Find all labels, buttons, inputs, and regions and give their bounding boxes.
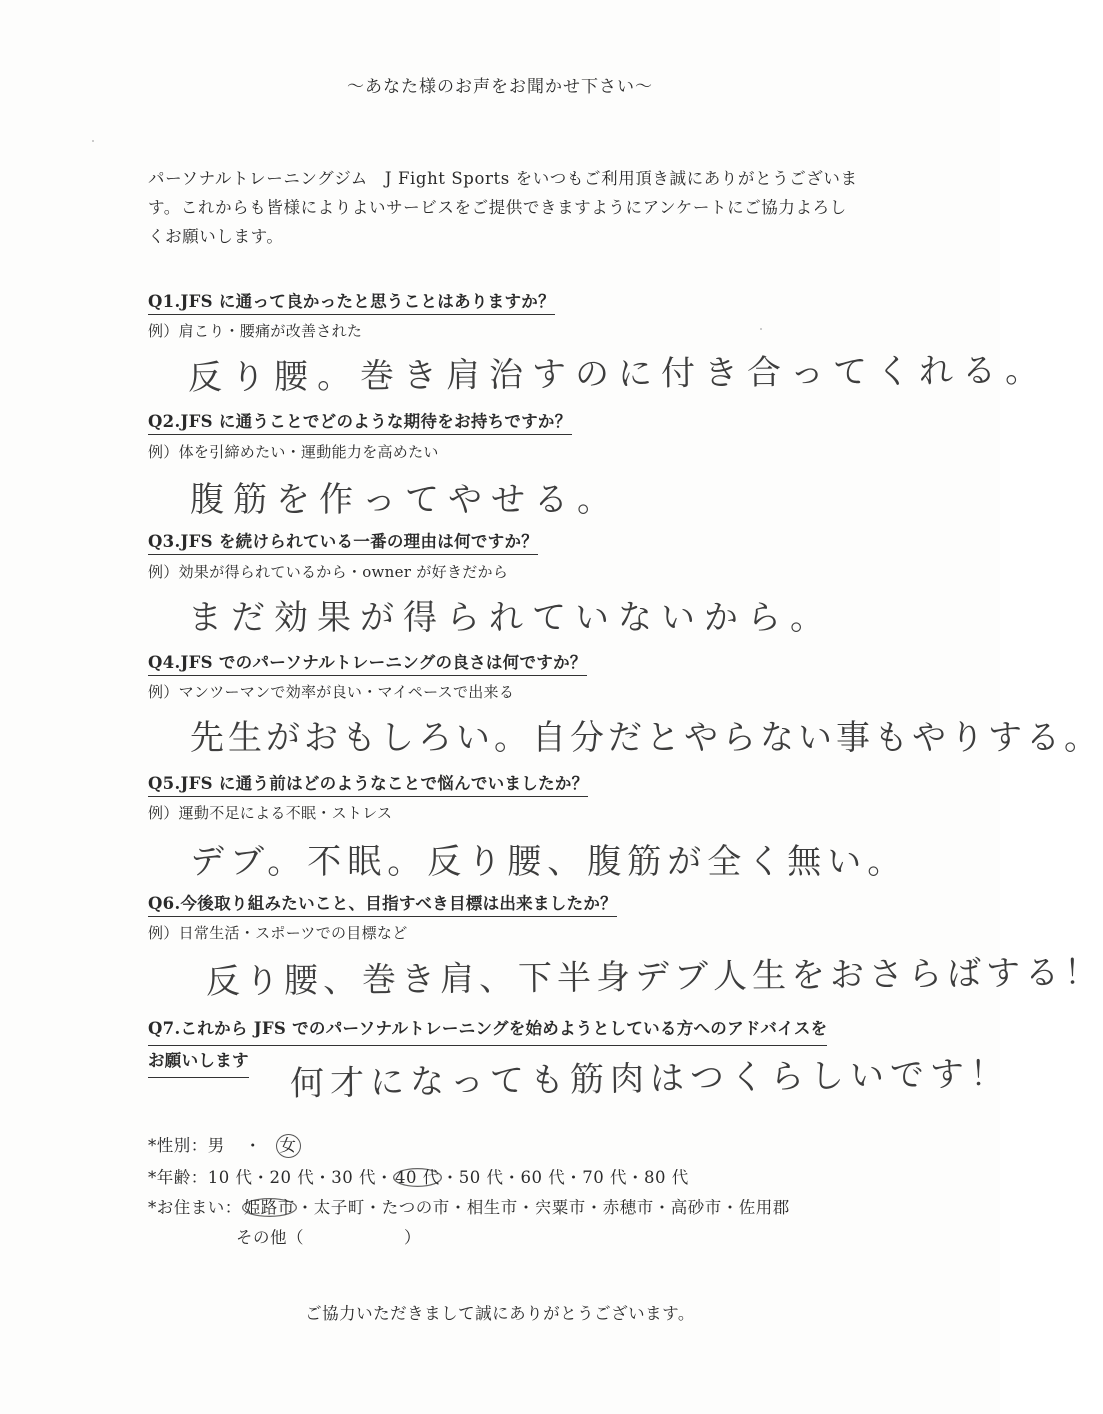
city-option[interactable]: 赤穂市 bbox=[602, 1198, 654, 1217]
answer-3: まだ効果が得られていないから。 bbox=[188, 598, 833, 638]
age-option[interactable]: 50 代 bbox=[458, 1168, 504, 1187]
city-option[interactable]: 佐用郡 bbox=[738, 1198, 790, 1217]
answer-6: 反り腰、巻き肩、下半身デブ人生をおさらばする！ bbox=[205, 952, 1103, 1002]
age-separator: ・ bbox=[252, 1168, 270, 1187]
city-option[interactable]: 相生市 bbox=[466, 1198, 518, 1217]
other-close: ） bbox=[404, 1228, 421, 1247]
city-option[interactable]: 宍粟市 bbox=[534, 1198, 586, 1217]
city-separator: ・ bbox=[653, 1198, 671, 1217]
age-separator: ・ bbox=[441, 1168, 459, 1187]
age-separator: ・ bbox=[627, 1168, 644, 1187]
question-2: Q2.JFS に通うことでどのような期待をお持ちですか？ bbox=[148, 408, 572, 435]
city-separator: ・ bbox=[517, 1198, 535, 1217]
example-5: 例）運動不足による不眠・ストレス bbox=[148, 804, 393, 822]
intro-text: パーソナルトレーニングジム J Fight Sports をいつもご利用頂き誠にありがとうございます。これからも皆様によりよいサービスをご提供できますようにアンケートにご協力よろしくお願いします。 bbox=[148, 169, 858, 246]
age-row bbox=[148, 1164, 689, 1188]
age-option-selected[interactable]: 40 代 bbox=[395, 1168, 440, 1187]
age-option[interactable]: 60 代 bbox=[520, 1168, 566, 1187]
city-options bbox=[242, 1198, 790, 1217]
age-option[interactable]: 30 代 bbox=[331, 1168, 376, 1187]
answer-2: 腹筋を作ってやせる。 bbox=[190, 480, 620, 520]
age-options bbox=[208, 1168, 689, 1187]
example-4: 例）マンツーマンで効率が良い・マイペースで出来る bbox=[148, 683, 515, 701]
age-option[interactable]: 20 代 bbox=[269, 1168, 315, 1187]
example-2: 例）体を引締めたい・運動能力を高めたい bbox=[148, 443, 439, 461]
question-4: Q4.JFS でのパーソナルトレーニングの良さは何ですか？ bbox=[148, 649, 587, 676]
city-separator: ・ bbox=[585, 1198, 603, 1217]
footer-thanks: ご協力いただきまして誠にありがとうございます。 bbox=[305, 1304, 695, 1323]
answer-5: デブ。不眠。反り腰、腹筋が全く無い。 bbox=[190, 842, 908, 882]
age-option[interactable]: 70 代 bbox=[582, 1168, 627, 1187]
city-option[interactable]: たつの市 bbox=[381, 1198, 450, 1217]
question-6: Q6.今後取り組みたいこと、目指すべき目標は出来ましたか？ bbox=[148, 890, 617, 917]
example-3: 例）効果が得られているから・owner が好きだから bbox=[148, 563, 509, 581]
city-separator: ・ bbox=[721, 1198, 739, 1217]
residence-other-row bbox=[236, 1224, 421, 1248]
age-option[interactable]: 80 代 bbox=[644, 1168, 689, 1187]
residence-label: *お住まい： bbox=[148, 1198, 242, 1217]
age-separator: ・ bbox=[376, 1168, 393, 1187]
question-3: Q3.JFS を続けられている一番の理由は何ですか？ bbox=[148, 528, 538, 555]
city-separator: ・ bbox=[449, 1198, 467, 1217]
city-option[interactable]: 高砂市 bbox=[670, 1198, 722, 1217]
answer-1: 反り腰。巻き肩治すのに付き合ってくれる。 bbox=[187, 350, 1049, 398]
question-1: Q1.JFS に通って良かったと思うことはありますか？ bbox=[148, 288, 555, 315]
gender-option-male[interactable]: 男 bbox=[207, 1136, 225, 1155]
answer-7: 何才になっても筋肉はつくらしいです！ bbox=[289, 1053, 1011, 1104]
question-7-line-2: お願いします bbox=[148, 1046, 249, 1078]
city-option-selected[interactable]: 姫路市 bbox=[243, 1198, 295, 1217]
answer-4: 先生がおもしろい。自分だとやらない事もやりする。 bbox=[190, 718, 1102, 758]
page-title: 〜あなた様のお声をお聞かせ下さい〜 bbox=[347, 77, 653, 97]
gender-separator: ・ bbox=[244, 1136, 262, 1155]
residence-row bbox=[148, 1194, 790, 1218]
example-6: 例）日常生活・スポーツでの目標など bbox=[148, 924, 408, 942]
city-option[interactable]: 太子町 bbox=[313, 1198, 365, 1217]
city-separator: ・ bbox=[296, 1198, 314, 1217]
question-5: Q5.JFS に通う前はどのようなことで悩んでいましたか？ bbox=[148, 770, 588, 797]
gender-option-female-selected[interactable]: 女 bbox=[276, 1134, 301, 1158]
city-separator: ・ bbox=[364, 1198, 382, 1217]
other-label: その他（ bbox=[236, 1228, 304, 1247]
age-separator: ・ bbox=[503, 1168, 521, 1187]
gender-row bbox=[148, 1132, 301, 1158]
age-separator: ・ bbox=[314, 1168, 332, 1187]
example-1: 例）肩こり・腰痛が改善された bbox=[148, 322, 363, 340]
age-label: *年齢： bbox=[148, 1168, 208, 1187]
gender-label: *性別： bbox=[148, 1136, 208, 1155]
age-option[interactable]: 10 代 bbox=[207, 1168, 253, 1187]
question-7-line-1: Q7.これから JFS でのパーソナルトレーニングを始めようとしている方へのアドバイスを bbox=[148, 1014, 827, 1046]
age-separator: ・ bbox=[565, 1168, 583, 1187]
